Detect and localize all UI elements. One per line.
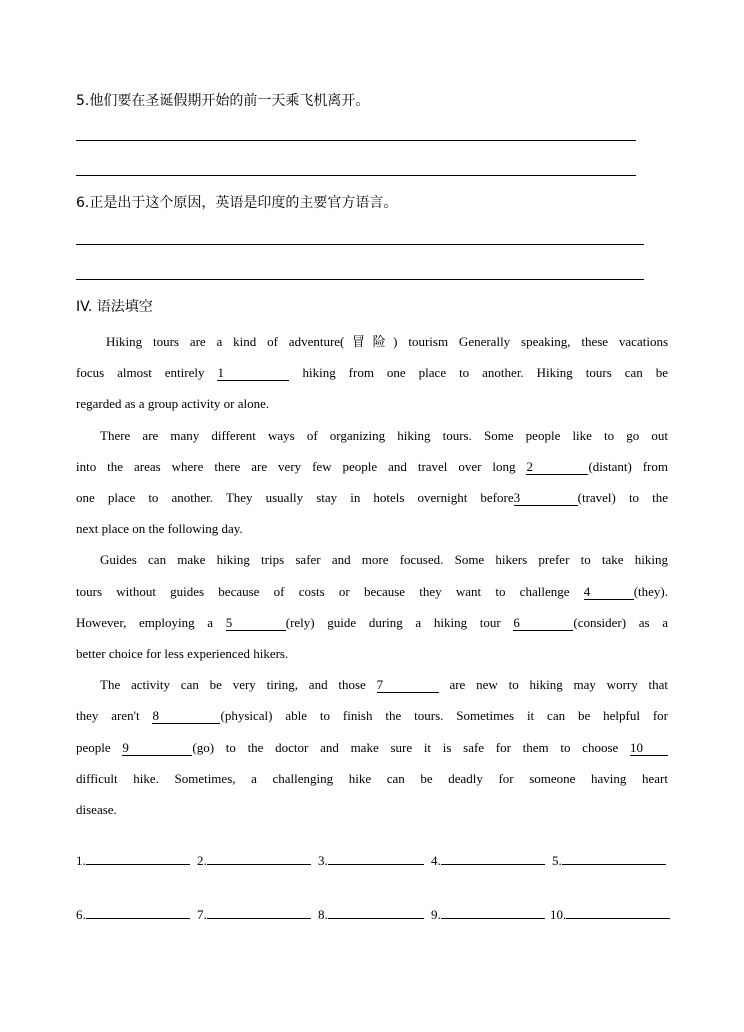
answer-slot[interactable]: 7. bbox=[197, 906, 311, 923]
answer-row-2 bbox=[76, 906, 670, 923]
question-5-answer-line-1[interactable] bbox=[76, 140, 636, 141]
section-title: IV. 语法填空 bbox=[76, 299, 153, 315]
blank-1[interactable]: 1 bbox=[217, 366, 289, 381]
answer-slot[interactable]: 9. bbox=[431, 906, 545, 923]
answer-slot[interactable]: 10. bbox=[550, 906, 670, 923]
question-5-prompt: 5.他们要在圣诞假期开始的前一天乘飞机离开。 bbox=[76, 93, 370, 109]
passage bbox=[76, 326, 668, 825]
passage-line: Hiking tours are a kind of adventure(冒险) tourism Generally speaking, these vacations bbox=[106, 334, 668, 349]
blank-10[interactable]: 10 bbox=[630, 741, 668, 756]
passage-line: However, employing a 5 (rely) guide during a hiking tour 6 (consider) as a bbox=[76, 614, 668, 630]
blank-5[interactable]: 5 bbox=[226, 616, 286, 631]
blank-8[interactable]: 8 bbox=[152, 709, 220, 724]
passage-line: they aren't 8 (physical) able to finish the tours. Sometimes it can be helpful for bbox=[76, 708, 668, 724]
passage-line: disease. bbox=[76, 802, 117, 818]
blank-9[interactable]: 9 bbox=[122, 741, 192, 756]
answer-slot[interactable]: 6. bbox=[76, 906, 190, 923]
answer-slot[interactable]: 1. bbox=[76, 852, 190, 869]
passage-line: difficult hike. Sometimes, a challenging hike can be deadly for someone having heart bbox=[76, 770, 668, 786]
answer-slot[interactable]: 4. bbox=[431, 852, 545, 869]
passage-line: next place on the following day. bbox=[76, 521, 243, 537]
answer-slot[interactable]: 8. bbox=[318, 906, 424, 923]
passage-line: There are many different ways of organizing hiking tours. Some people like to go out bbox=[100, 427, 668, 443]
passage-line: tours without guides because of costs or because they want to challenge 4 (they). bbox=[76, 583, 669, 599]
question-6-answer-line-1[interactable] bbox=[76, 244, 644, 245]
blank-6[interactable]: 6 bbox=[513, 616, 573, 631]
blank-3[interactable]: 3 bbox=[514, 491, 578, 506]
question-5-answer-line-2[interactable] bbox=[76, 175, 636, 176]
answer-slot[interactable]: 5. bbox=[552, 852, 666, 869]
passage-line: regarded as a group activity or alone. bbox=[76, 396, 270, 412]
passage-line: better choice for less experienced hikers. bbox=[76, 646, 289, 662]
passage-line: into the areas where there are very few people and travel over long 2 (distant) from bbox=[76, 458, 669, 474]
answer-row-1 bbox=[76, 852, 666, 869]
passage-line: people 9 (go) to the doctor and make sure it is safe for them to choose 10 bbox=[76, 732, 668, 763]
passage-line: one place to another. They usually stay in hotels overnight before3 (travel) to the bbox=[76, 490, 668, 506]
question-6-answer-line-2[interactable] bbox=[76, 279, 644, 280]
passage-line: The activity can be very tiring, and those 7 are new to hiking may worry that bbox=[100, 677, 669, 693]
blank-2[interactable]: 2 bbox=[526, 460, 588, 475]
blank-4[interactable]: 4 bbox=[584, 585, 634, 600]
passage-line: focus almost entirely 1 hiking from one place to another. Hiking tours can be bbox=[76, 365, 669, 381]
question-6-prompt: 6.正是出于这个原因，英语是印度的主要官方语言。 bbox=[76, 195, 398, 211]
passage-line: Guides can make hiking trips safer and more focused. Some hikers prefer to take hiking bbox=[100, 552, 668, 568]
answer-slot[interactable]: 3. bbox=[318, 852, 424, 869]
answer-slot[interactable]: 2. bbox=[197, 852, 311, 869]
blank-7[interactable]: 7 bbox=[377, 678, 439, 693]
